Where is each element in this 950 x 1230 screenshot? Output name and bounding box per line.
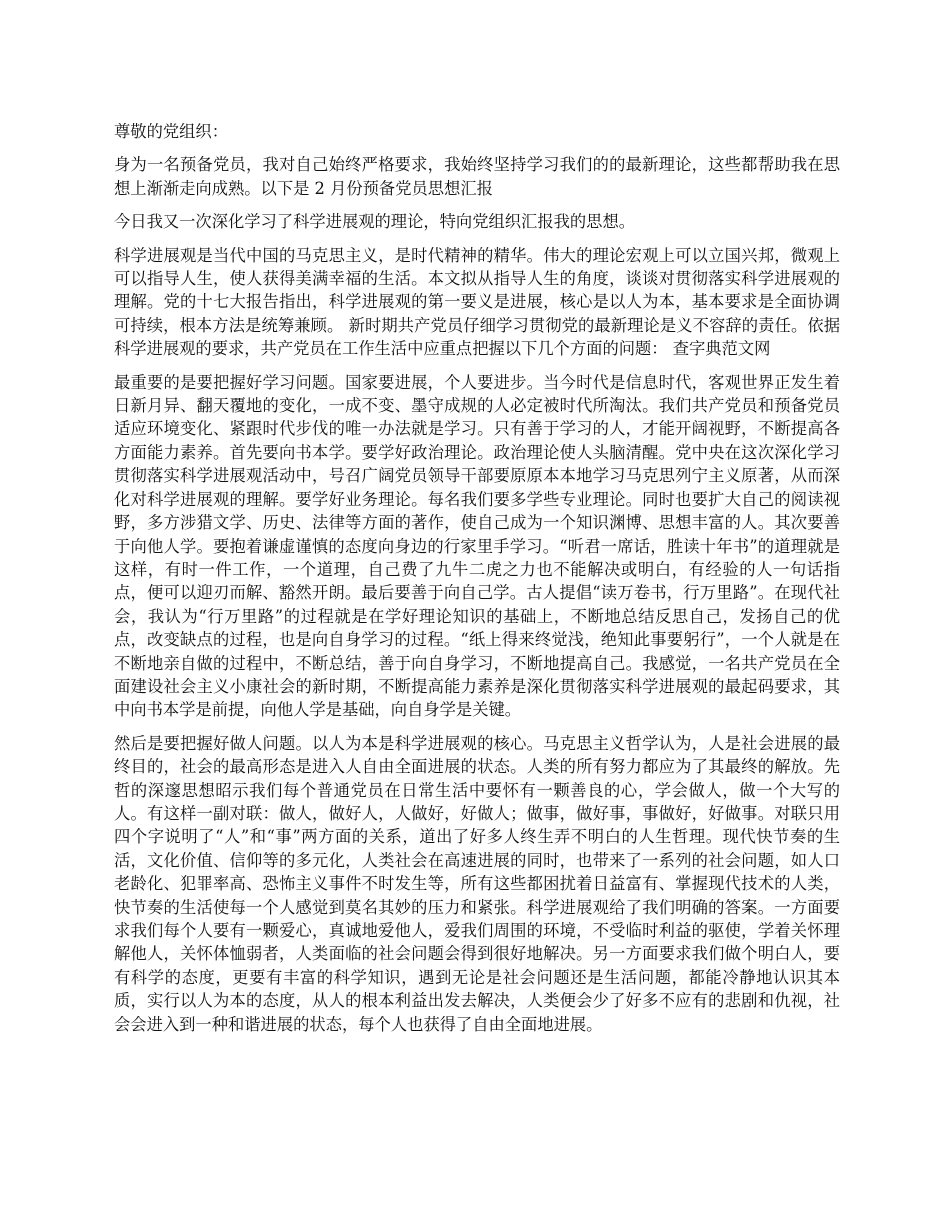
paragraph-conduct: 然后是要把握好做人问题。以人为本是科学进展观的核心。马克思主义哲学认为，人是社会进展的最终目的，社会的最高形态是进入人自由全面进展的状态。人类的所有努力都应为了其最终的解放。先哲的深邃思想昭示我们每个普通党员在日常生活中要怀有一颗善良的心，学会做人，做一个大写的人。有这样一副对联：做人，做好人，人做好，好做人；做事，做好事，事做好，好做事。对联只用四个字说明了“人”和“事”两方面的关系，道出了好多人终生弄不明白的人生哲理。现代快节奏的生活，文化价值、信仰等的多元化，人类社会在高速进展的同时，也带来了一系列的社会问题，如人口老龄化、犯罪率高、恐怖主义事件不时发生等，所有这些都困扰着日益富有、掌握现代技术的人类，快节奏的生活使每一个人感觉到莫名其妙的压力和紧张。科学进展观给了我们明确的答案。一方面要求我们每个人要有一颗爱心，真诚地爱他人，爱我们周围的环境，不受临时利益的驱使，学着关怀理解他人，关怀体恤弱者，人类面临的社会问题会得到很好地解决。另一方面要求我们做个明白人，要有科学的态度，更要有丰富的科学知识，遇到无论是社会问题还是生活问题，都能冷静地认识其本质，实行以人为本的态度，从人的根本利益出发去解决，人类便会少了好多不应有的悲剧和仇视，社会会进入到一种和谐进展的状态，每个人也获得了自由全面地进展。 bbox=[114, 733, 840, 1034]
paragraph-theory: 科学进展观是当代中国的马克思主义，是时代精神的精华。伟大的理论宏观上可以立国兴邦，微观上可以指导人生，使人获得美满幸福的生活。本文拟从指导人生的角度，谈谈对贯彻落实科学进展观的理解。党的十七大报告指出，科学进展观的第一要义是进展，核心是以人为本，基本要求是全面协调可持续，根本方法是统筹兼顾。 新时期共产党员仔细学习贯彻党的最新理论是义不容辞的责任。依据科学进展观的要求，共产党员在工作生活中应重点把握以下几个方面的问题： 查字典范文网 bbox=[114, 245, 840, 359]
paragraph-learning: 最重要的是要把握好学习问题。国家要进展，个人要进步。当今时代是信息时代，客观世界正发生着日新月异、翻天覆地的变化，一成不变、墨守成规的人必定被时代所淘汰。我们共产党员和预备党员适应环境变化、紧跟时代步伐的唯一办法就是学习。只有善于学习的人，才能开阔视野，不断提高各方面能力素养。首先要向书本学。要学好政治理论。政治理论使人头脑清醒。党中央在这次深化学习贯彻落实科学进展观活动中，号召广阔党员领导干部要原原本本地学习马克思列宁主义原著，从而深化对科学进展观的理解。要学好业务理论。每名我们要多学些专业理论。同时也要扩大自己的阅读视野，多方涉猎文学、历史、法律等方面的著作，使自己成为一个知识渊博、思想丰富的人。其次要善于向他人学。要抱着谦虚谨慎的态度向身边的行家里手学习。“听君一席话，胜读十年书”的道理就是这样，有时一件工作，一个道理，自己费了九牛二虎之力也不能解决或明白，有经验的人一句话指点，便可以迎刃而解、豁然开朗。最后要善于向自己学。古人提倡“读万卷书，行万里路”。在现代社会，我认为“行万里路”的过程就是在学好理论知识的基础上，不断地总结反思自己，发扬自己的优点，改变缺点的过程，也是向自身学习的过程。“纸上得来终觉浅，绝知此事要躬行”，一个人就是在不断地亲自做的过程中，不断总结，善于向自身学习，不断地提高自己。我感觉，一名共产党员在全面建设社会主义小康社会的新时期，不断提高能力素养是深化贯彻落实科学进展观的最起码要求，其中向书本学是前提，向他人学是基础，向自身学是关键。 bbox=[114, 372, 840, 720]
paragraph-intro: 身为一名预备党员，我对自己始终严格要求，我始终坚持学习我们的的最新理论，这些都帮助我在思想上渐渐走向成熟。以下是 2 月份预备党员思想汇报 bbox=[114, 155, 840, 198]
document-page bbox=[114, 120, 840, 1046]
salutation: 尊敬的党组织： bbox=[114, 122, 228, 141]
paragraph-purpose: 今日我又一次深化学习了科学进展观的理论，特向党组织汇报我的思想。 bbox=[114, 212, 636, 232]
